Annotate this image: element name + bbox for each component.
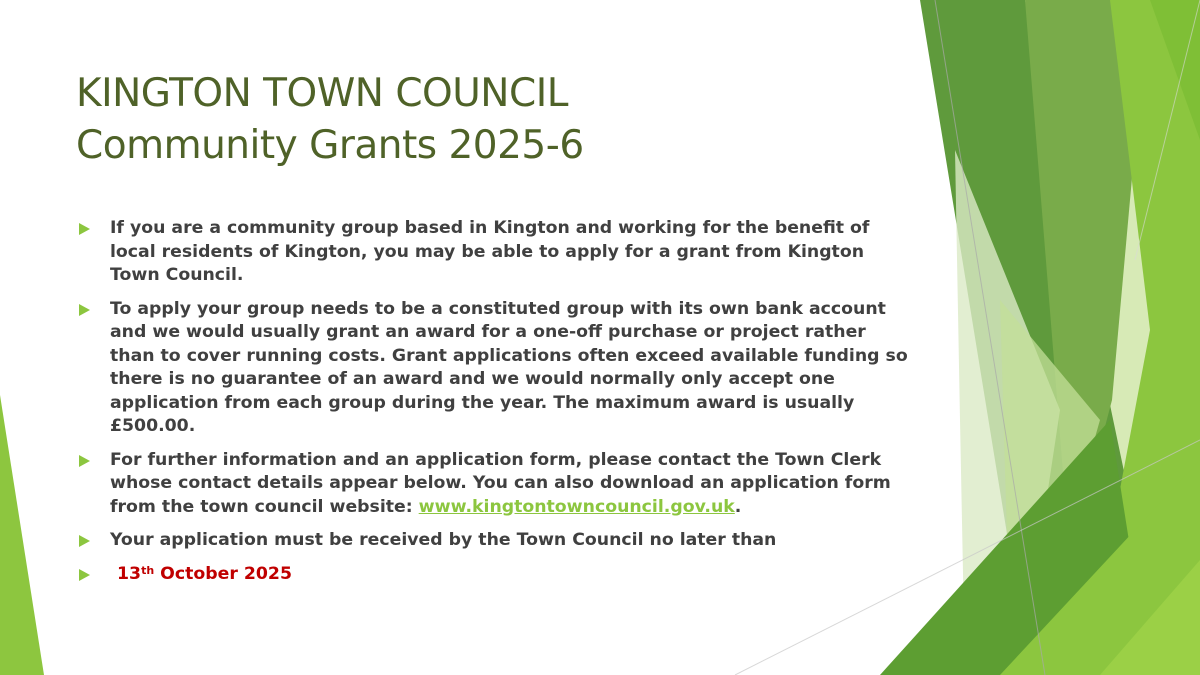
bullet-item-eligibility (76, 217, 916, 288)
bullet-item-contact (76, 449, 916, 520)
bullet-text: To apply your group needs to be a constituted group with its own bank account and we would usually grant an award for a one-off purchase or project rather than to cover running costs. Grant applications often exceed available funding so there is no guarantee of an award and we would normally only accept one application from each group during the year. The maximum award is usually £500.00. (110, 298, 908, 436)
bullet-item-requirements (76, 298, 916, 439)
website-link[interactable]: www.kingtontowncouncil.gov.uk (418, 496, 735, 517)
bullet-arrow-icon (79, 455, 90, 467)
deadline-day: 13 (117, 563, 142, 584)
deadline-date (110, 564, 292, 584)
slide-title (76, 68, 896, 172)
title-line-2: Community Grants 2025-6 (76, 123, 584, 168)
deadline-month-year: October 2025 (154, 563, 292, 584)
bullet-arrow-icon (79, 535, 90, 547)
bullet-item-deadline-intro (76, 529, 916, 553)
bullet-item-deadline-date (76, 563, 916, 587)
bullet-text-end: . (734, 496, 742, 517)
title-line-1: KINGTON TOWN COUNCIL (76, 71, 568, 116)
bullet-list (76, 217, 916, 596)
bullet-text: Your application must be received by the Town Council no later than (110, 530, 777, 550)
left-green-sliver (0, 395, 44, 675)
bullet-text: For further information and an application form, please contact the Town Clerk whose contact details appear below. You can also download an application form from the town council website: (110, 449, 891, 517)
bullet-arrow-icon (79, 569, 90, 581)
deadline-day-suffix: th (141, 563, 155, 577)
bullet-arrow-icon (79, 223, 90, 235)
bullet-text: If you are a community group based in Kington and working for the benefit of local residents of Kington, you may be able to apply for a grant from Kington Town Council. (110, 218, 870, 285)
bullet-arrow-icon (79, 304, 90, 316)
